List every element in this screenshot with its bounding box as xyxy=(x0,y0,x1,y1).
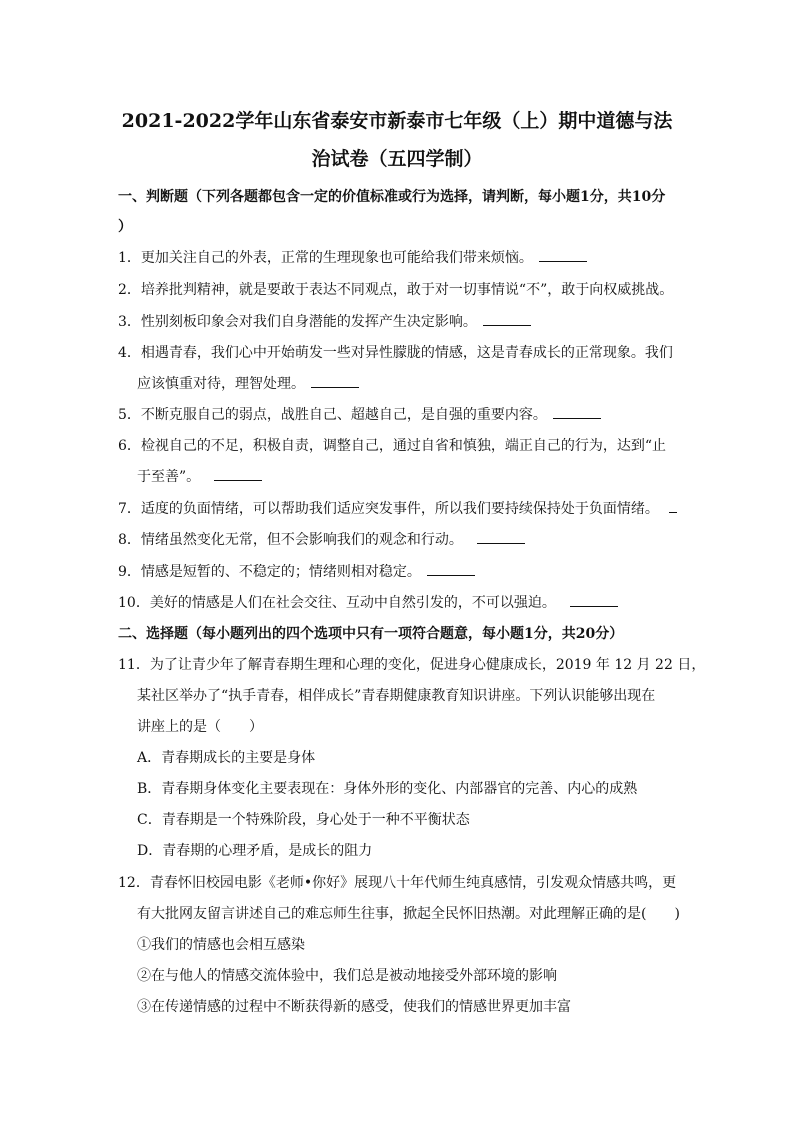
q12-line1: 12．青春怀旧校园电影《老师•你好》展现八十年代师生纯真感情，引发观众情感共鸣，更 xyxy=(118,875,677,891)
q12-statement-2: ②在与他人的情感交流体验中，我们总是被动地接受外部环境的影响 xyxy=(137,968,557,984)
answer-blank[interactable] xyxy=(427,562,475,576)
section2-heading: 二、选择题（每小题列出的四个选项中只有一项符合题意，每小题1分，共20分） xyxy=(118,626,624,642)
q11-option-a[interactable]: A．青春期成长的主要是身体 xyxy=(137,750,316,766)
q11-option-d[interactable]: D．青春期的心理矛盾，是成长的阻力 xyxy=(137,843,373,859)
tf-item-7: 7．适度的负面情绪，可以帮助我们适应突发事件，所以我们要持续保持处于负面情绪。 xyxy=(118,499,677,519)
tf-item-2: 2．培养批判精神，就是要敢于表达不同观点，敢于对一切事情说“不”，敢于向权威挑战。 xyxy=(118,282,674,298)
tf-item-8: 8．情绪虽然变化无常，但不会影响我们的观念和行动。 xyxy=(118,530,525,550)
answer-blank[interactable] xyxy=(311,374,359,388)
tf-item-1: 1．更加关注自己的外表，正常的生理现象也可能给我们带来烦恼。 xyxy=(118,248,587,268)
tf-item-4: 4．相遇青春，我们心中开始萌发一些对异性朦胧的情感，这是青春成长的正常现象。我们 xyxy=(118,345,673,361)
q12-line2: 有大批网友留言讲述自己的难忘师生往事，掀起全民怀旧热潮。对此理解正确的是( ) xyxy=(137,906,680,922)
answer-blank[interactable] xyxy=(477,530,525,544)
tf-item-9: 9．情感是短暂的、不稳定的；情绪则相对稳定。 xyxy=(118,562,475,582)
q11-option-b[interactable]: B．青春期身体变化主要表现在：身体外形的变化、内部器官的完善、内心的成熟 xyxy=(137,781,638,797)
answer-blank[interactable] xyxy=(553,405,601,419)
q12-statement-3: ③在传递情感的过程中不断获得新的感受，使我们的情感世界更加丰富 xyxy=(137,999,571,1015)
q11-option-c[interactable]: C．青春期是一个特殊阶段，身心处于一种不平衡状态 xyxy=(137,812,470,828)
tf-item-10: 10．美好的情感是人们在社会交往、互动中自然引发的，不可以强迫。 xyxy=(118,593,618,613)
answer-blank[interactable] xyxy=(669,499,677,513)
answer-blank[interactable] xyxy=(214,467,262,481)
page-title-line1: 2021-2022学年山东省泰安市新泰市七年级（上）期中道德与法 xyxy=(121,110,673,132)
q12-statement-1: ①我们的情感也会相互感染 xyxy=(137,937,305,953)
tf-item-6: 6．检视自己的不足，积极自责，调整自己，通过自省和慎独，端正自己的行为，达到“止 xyxy=(118,438,667,454)
section1-heading: 一、判断题（下列各题都包含一定的价值标准或行为选择，请判断，每小题1分，共10分 xyxy=(118,189,666,205)
tf-item-6-cont: 于至善”。 xyxy=(137,467,262,487)
answer-blank[interactable] xyxy=(539,248,587,262)
q11-line1: 11．为了让青少年了解青春期生理和心理的变化，促进身心健康成长，2019 年 12 月 22 日， xyxy=(118,657,706,673)
answer-blank[interactable] xyxy=(570,593,618,607)
q11-line3: 讲座上的是（ ） xyxy=(137,719,263,735)
tf-item-5: 5．不断克服自己的弱点，战胜自己、超越自己，是自强的重要内容。 xyxy=(118,405,601,425)
tf-item-3: 3．性别刻板印象会对我们自身潜能的发挥产生决定影响。 xyxy=(118,312,531,332)
q11-line2: 某社区举办了“执手青春，相伴成长”青春期健康教育知识讲座。下列认识能够出现在 xyxy=(137,688,656,704)
answer-blank[interactable] xyxy=(483,312,531,326)
section1-heading-cont: ） xyxy=(118,219,132,235)
tf-item-4-cont: 应该慎重对待，理智处理。 xyxy=(137,374,359,394)
page-title-line2: 治试卷（五四学制） xyxy=(311,148,483,170)
